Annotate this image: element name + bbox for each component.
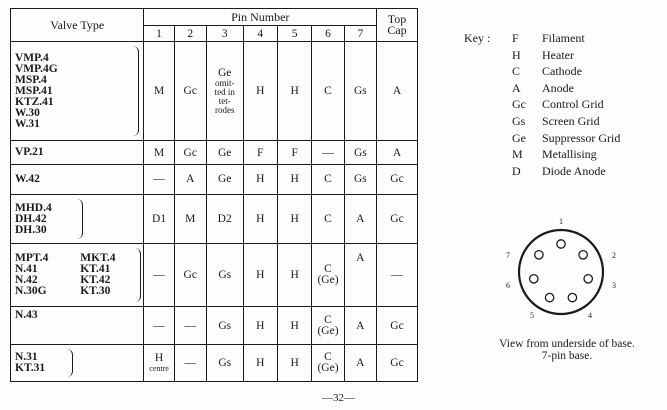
valve-type: W.30 bbox=[15, 106, 40, 119]
key-item bbox=[512, 80, 667, 97]
table-row bbox=[11, 306, 418, 345]
pin-cell: H bbox=[277, 42, 311, 141]
pin-note: omit-ted in tet-rodes bbox=[214, 78, 235, 116]
caption-line-1: View from underside of base. bbox=[499, 338, 635, 350]
pin-cell: M bbox=[144, 42, 174, 141]
pin-hole-7 bbox=[535, 251, 543, 259]
table-row bbox=[11, 345, 418, 382]
pin-number-header: Pin Number bbox=[144, 9, 377, 26]
pin-number-3: 3 bbox=[206, 26, 243, 42]
valve-type: N.43 bbox=[15, 308, 38, 321]
pin-number-1: 1 bbox=[144, 26, 174, 42]
pin-number-5: 5 bbox=[277, 26, 311, 42]
pin-value: C bbox=[324, 263, 332, 276]
pin-cell: A bbox=[344, 306, 376, 345]
brace-mark bbox=[132, 46, 139, 136]
pin-cell: — bbox=[174, 345, 206, 382]
page-number: —32— bbox=[322, 392, 355, 404]
key-abbr: M bbox=[512, 147, 523, 162]
valve-type: N.42 bbox=[15, 274, 38, 287]
pin-cell: — bbox=[144, 306, 174, 345]
brace-mark bbox=[66, 349, 73, 377]
key-meaning: Anode bbox=[542, 80, 574, 95]
pin-cell: Ge bbox=[206, 141, 243, 165]
pin-cell: Gs bbox=[344, 164, 376, 194]
top-cap-cell: Gc bbox=[377, 306, 418, 345]
valve-type: VMP.4G bbox=[15, 62, 58, 75]
valve-type-cell bbox=[11, 345, 144, 382]
key-item bbox=[512, 113, 667, 130]
top-cap-cell: — bbox=[377, 244, 418, 306]
caption-line-2: 7-pin base. bbox=[541, 350, 593, 362]
valve-type: MHD.4 bbox=[15, 201, 52, 214]
table-row bbox=[11, 244, 418, 306]
pin-cell: Gc bbox=[174, 42, 206, 141]
valve-type: W.42 bbox=[15, 172, 40, 185]
key-abbr: A bbox=[512, 80, 521, 95]
pin-hole-1 bbox=[557, 240, 565, 248]
key-abbr: F bbox=[512, 31, 519, 45]
pin-cell: H bbox=[277, 306, 311, 345]
key-item bbox=[512, 30, 667, 47]
pin-cell: H bbox=[243, 164, 277, 194]
seven-pin-base-diagram bbox=[496, 214, 626, 324]
pin-number-7: 7 bbox=[344, 26, 376, 42]
pin-cell: Gs bbox=[344, 141, 376, 165]
key-meaning: Diode Anode bbox=[542, 163, 606, 178]
pin-note: (Ge) bbox=[317, 274, 339, 287]
pin-cell: Gs bbox=[344, 42, 376, 141]
pin-cell: H bbox=[243, 345, 277, 382]
pin-cell: D2 bbox=[206, 194, 243, 243]
pin-cell: F bbox=[243, 141, 277, 165]
pin-cell: H bbox=[243, 194, 277, 243]
top-cap-cell: A bbox=[377, 42, 418, 141]
key-meaning: Suppressor Grid bbox=[542, 130, 621, 145]
key-abbr: C bbox=[512, 64, 521, 79]
valve-type-header: Valve Type bbox=[11, 9, 144, 42]
valve-type-cell bbox=[11, 42, 144, 141]
valve-type: MSP.4 bbox=[15, 73, 47, 86]
pin-value: H bbox=[154, 352, 164, 365]
valve-type: MPT.4 bbox=[15, 252, 49, 265]
pin-cell: C bbox=[312, 194, 344, 243]
pin-label-1: 1 bbox=[559, 217, 563, 226]
key-abbr: D bbox=[512, 163, 521, 178]
valve-type: DH.30 bbox=[15, 223, 47, 236]
valve-type-cell bbox=[11, 244, 144, 306]
pin-number-2: 2 bbox=[174, 26, 206, 42]
valve-type: KTZ.41 bbox=[15, 95, 54, 108]
pin-note: (Ge) bbox=[317, 324, 339, 337]
pin-cell: A bbox=[174, 164, 206, 194]
pin-hole-3 bbox=[584, 275, 592, 283]
pin-cell: Gs bbox=[206, 345, 243, 382]
table-row bbox=[11, 141, 418, 165]
pin-label-6: 6 bbox=[506, 281, 510, 290]
valve-type: VMP.4 bbox=[15, 51, 49, 64]
pin-cell: Gs bbox=[206, 244, 243, 306]
key-meaning: Filament bbox=[542, 31, 585, 45]
pin-cell bbox=[312, 244, 344, 306]
table-row bbox=[11, 164, 418, 194]
pin-label-4: 4 bbox=[588, 311, 592, 320]
key-list bbox=[512, 30, 667, 179]
pin-value: C bbox=[324, 313, 332, 326]
top-cap-cell: Gc bbox=[377, 164, 418, 194]
pin-cell: M bbox=[174, 194, 206, 243]
pin-cell: H bbox=[277, 164, 311, 194]
top-cap-cell: A bbox=[377, 141, 418, 165]
pin-cell bbox=[144, 345, 174, 382]
valve-type: W.31 bbox=[15, 117, 40, 130]
top-cap-cell: Gc bbox=[377, 345, 418, 382]
pin-cell: H bbox=[243, 42, 277, 141]
pin-number-6: 6 bbox=[312, 26, 344, 42]
table-row bbox=[11, 194, 418, 243]
key-abbr: Gc bbox=[512, 97, 526, 112]
pin-cell: M bbox=[144, 141, 174, 165]
pin-label-2: 2 bbox=[612, 251, 616, 260]
pin-cell bbox=[312, 306, 344, 345]
pin-cell: Gc bbox=[174, 141, 206, 165]
pin-cell: — bbox=[144, 244, 174, 306]
valve-type: VP.21 bbox=[15, 146, 44, 158]
pin-hole-2 bbox=[579, 251, 587, 259]
pin-labels bbox=[506, 217, 616, 320]
brace-mark bbox=[134, 248, 141, 301]
pin-note: (Ge) bbox=[317, 362, 339, 375]
pin-cell: A bbox=[344, 194, 376, 243]
key-title: Key : bbox=[464, 31, 491, 45]
key-item bbox=[512, 63, 667, 80]
valve-type: KT.30 bbox=[80, 285, 111, 298]
pin-value: C bbox=[324, 351, 332, 364]
pin-hole-6 bbox=[530, 275, 538, 283]
valve-type: MKT.4 bbox=[80, 252, 116, 265]
brace-mark bbox=[76, 199, 83, 239]
valve-type: KT.41 bbox=[80, 263, 111, 276]
valve-type: KT.42 bbox=[80, 274, 111, 287]
top-cap-cell: Gc bbox=[377, 194, 418, 243]
base-outline bbox=[519, 230, 603, 314]
pin-cell bbox=[312, 345, 344, 382]
key-item bbox=[512, 163, 667, 180]
pin-label-7: 7 bbox=[506, 251, 510, 260]
pin-cell: D1 bbox=[144, 194, 174, 243]
pin-hole-4 bbox=[568, 293, 576, 301]
key-meaning: Cathode bbox=[542, 64, 582, 79]
key-meaning: Control Grid bbox=[542, 97, 604, 112]
pin-cell: C bbox=[312, 42, 344, 141]
pin-cell: Gc bbox=[174, 244, 206, 306]
pin-cell: Gs bbox=[206, 306, 243, 345]
pin-cell: — bbox=[174, 306, 206, 345]
valve-type: N.31 bbox=[15, 351, 38, 364]
pin-cell: H bbox=[277, 345, 311, 382]
pin-hole-5 bbox=[545, 293, 553, 301]
key-meaning: Heater bbox=[542, 47, 574, 62]
valve-type-column-left bbox=[15, 253, 78, 297]
pin-cell: H bbox=[277, 194, 311, 243]
key-item bbox=[512, 96, 667, 113]
valve-type-cell bbox=[11, 164, 144, 194]
valve-type: N.41 bbox=[15, 263, 38, 276]
pin-cell bbox=[206, 42, 243, 141]
key-meaning: Screen Grid bbox=[542, 113, 600, 128]
valve-type-cell bbox=[11, 194, 144, 243]
valve-type-cell bbox=[11, 306, 144, 345]
pin-cell: H bbox=[243, 244, 277, 306]
key-meaning: Metallising bbox=[542, 147, 597, 162]
valve-type: DH.42 bbox=[15, 212, 47, 225]
valve-type: MSP.41 bbox=[15, 84, 53, 97]
pin-connections-table bbox=[10, 8, 418, 382]
valve-type-cell bbox=[11, 141, 144, 165]
diagram-caption bbox=[472, 338, 662, 362]
table-row bbox=[11, 42, 418, 141]
pin-value: Ge bbox=[217, 67, 232, 80]
key-abbr: Gs bbox=[512, 113, 526, 128]
pin-cell: — bbox=[312, 141, 344, 165]
pin-cell: — bbox=[144, 164, 174, 194]
valve-type-columns bbox=[15, 253, 143, 297]
pin-cell: Ge bbox=[206, 164, 243, 194]
key-item bbox=[512, 130, 667, 147]
pin-cell: H bbox=[243, 306, 277, 345]
pin-number-4: 4 bbox=[243, 26, 277, 42]
pin-label-5: 5 bbox=[530, 311, 534, 320]
key-item bbox=[512, 146, 667, 163]
pin-cell: F bbox=[277, 141, 311, 165]
valve-type: N.30G bbox=[15, 285, 47, 298]
pin-cell: H bbox=[277, 244, 311, 306]
pin-note: centre bbox=[149, 364, 169, 374]
key-abbr: H bbox=[512, 47, 521, 62]
valve-type: KT.31 bbox=[15, 362, 46, 375]
key-item bbox=[512, 47, 667, 64]
key-abbr: Ge bbox=[512, 130, 526, 145]
pin-label-3: 3 bbox=[612, 281, 616, 290]
pin-cell: A bbox=[344, 244, 376, 306]
top-cap-header: Top Cap bbox=[377, 9, 418, 42]
pin-holes bbox=[530, 240, 593, 302]
pin-cell: A bbox=[344, 345, 376, 382]
pin-cell: C bbox=[312, 164, 344, 194]
